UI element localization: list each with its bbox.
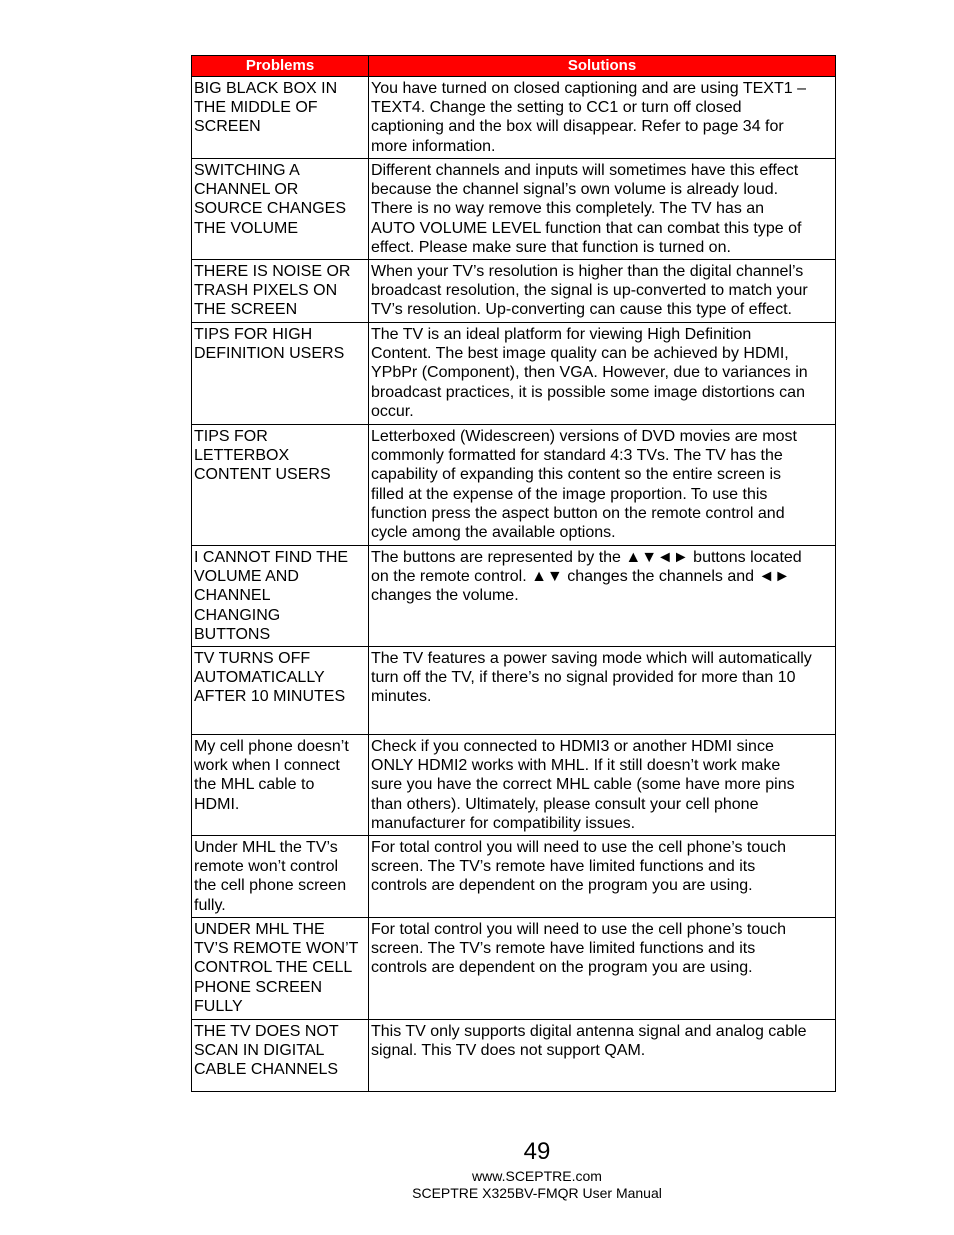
solution-cell: Different channels and inputs will sometimes have this effect because the channel signal’s own volume is already loud. There is no way remove this completely. The TV has an AUTO VOLUME LEVEL function that can combat this type of effect. Please make sure that function is turned on. [369,159,836,260]
problem-cell: TV TURNS OFF AUTOMATICALLY AFTER 10 MINUTES [192,647,369,735]
solution-cell: When your TV’s resolution is higher than the digital channel’s broadcast resolution, the signal is up-converted to match your TV’s resolution. Up-converting can cause this type of effect. [369,260,836,323]
solution-cell: The TV is an ideal platform for viewing High Definition Content. The best image quality can be achieved by HDMI, YPbPr (Component), then VGA. However, due to variances in broadcast practices, it is possible some image distortions can occur. [369,323,836,425]
table-row [192,647,836,735]
problem-cell: TIPS FOR HIGH DEFINITION USERS [192,323,369,425]
solution-cell: The TV features a power saving mode which will automatically turn off the TV, if there’s no signal provided for more than 10 minutes. [369,647,836,735]
table-row [192,323,836,425]
solution-cell: This TV only supports digital antenna signal and analog cable signal. This TV does not support QAM. [369,1020,836,1092]
solution-cell: For total control you will need to use the cell phone’s touch screen. The TV’s remote have limited functions and its controls are dependent on the program you are using. [369,918,836,1020]
table-row [192,836,836,918]
problem-cell: Under MHL the TV’s remote won’t control the cell phone screen fully. [192,836,369,918]
table-row [192,159,836,260]
problem-cell: THERE IS NOISE OR TRASH PIXELS ON THE SCREEN [192,260,369,323]
troubleshooting-table [191,55,836,1092]
solution-cell: The buttons are represented by the ▲▼◄► buttons located on the remote control. ▲▼ changes the channels and ◄► changes the volume. [369,546,836,647]
table-header-row [192,56,836,77]
table-row [192,735,836,836]
table-row [192,77,836,159]
solutions-header: Solutions [369,56,836,77]
manual-title: SCEPTRE X325BV-FMQR User Manual [412,1185,662,1201]
solution-cell: You have turned on closed captioning and are using TEXT1 – TEXT4. Change the setting to CC1 or turn off closed captioning and the box will disappear. Refer to page 34 for more information. [369,77,836,159]
table-row [192,1020,836,1092]
table-row [192,425,836,546]
problems-header: Problems [192,56,369,77]
table-row [192,260,836,323]
website-url: www.SCEPTRE.com [472,1168,602,1184]
problem-cell: SWITCHING A CHANNEL OR SOURCE CHANGES THE VOLUME [192,159,369,260]
problem-cell: BIG BLACK BOX IN THE MIDDLE OF SCREEN [192,77,369,159]
solution-cell: For total control you will need to use the cell phone’s touch screen. The TV’s remote have limited functions and its controls are dependent on the program you are using. [369,836,836,918]
solution-cell: Letterboxed (Widescreen) versions of DVD movies are most commonly formatted for standard 4:3 TVs. The TV has the capability of expanding this content so the entire screen is filled at the expense of the image proportion. To use this function press the aspect button on the remote control and cycle among the available options. [369,425,836,546]
table-row [192,546,836,647]
problem-cell: TIPS FOR LETTERBOX CONTENT USERS [192,425,369,546]
page-number: 49 [523,1138,551,1165]
solution-cell: Check if you connected to HDMI3 or another HDMI since ONLY HDMI2 works with MHL. If it still doesn’t work make sure you have the correct MHL cable (some have more pins than others). Ultimately, please consult your cell phone manufacturer for compatibility issues. [369,735,836,836]
problem-cell: My cell phone doesn’t work when I connect the MHL cable to HDMI. [192,735,369,836]
problem-cell: THE TV DOES NOT SCAN IN DIGITAL CABLE CHANNELS [192,1020,369,1092]
problem-cell: I CANNOT FIND THE VOLUME AND CHANNEL CHANGING BUTTONS [192,546,369,647]
problem-cell: UNDER MHL THE TV’S REMOTE WON’T CONTROL THE CELL PHONE SCREEN FULLY [192,918,369,1020]
table-row [192,918,836,1020]
